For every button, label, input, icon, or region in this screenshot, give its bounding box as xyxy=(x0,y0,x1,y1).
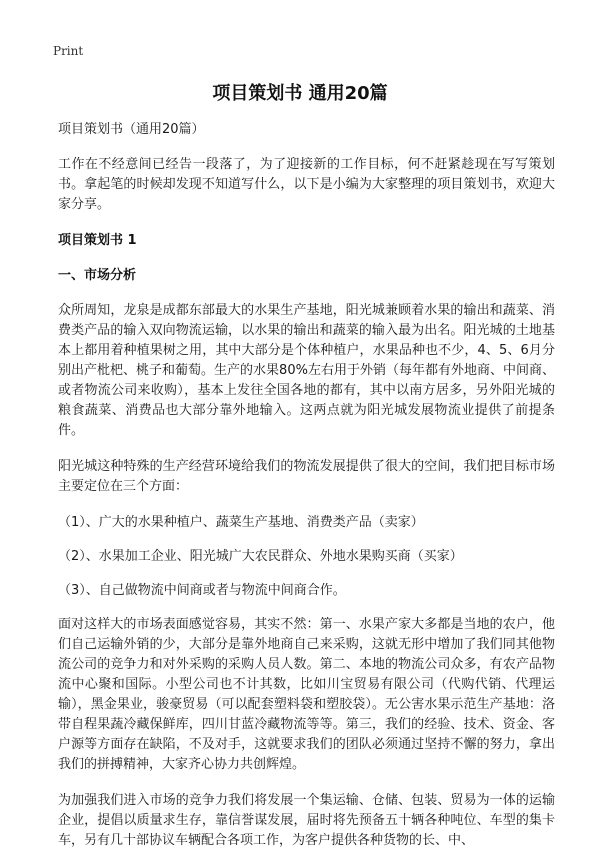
intro-paragraph: 工作在不经意间已经告一段落了，为了迎接新的工作目标，何不赶紧趁现在写写策划书。拿起笔的时候却发现不知道写什么，以下是小编为大家整理的项目策划书，欢迎大家分享。 xyxy=(58,157,555,212)
target-item-2: （2）、水果加工企业、阳光城广大农民群众、外地水果购买商（买家） xyxy=(58,549,463,564)
document-body xyxy=(58,120,555,867)
document-title: 项目策划书 通用20篇 xyxy=(212,83,388,104)
market-analysis-heading: 一、市场分析 xyxy=(58,268,137,283)
document-subtitle: 项目策划书（通用20篇） xyxy=(58,122,205,137)
competition-paragraph: 面对这样大的市场表面感觉容易，其实不然：第一、水果产家大多都是当地的农户，他们自己运输外销的少，大部分是靠外地商自己来采购，这就无形中增加了我们同其他物流公司的竞争力和对外采购的采购人员人数。第二、本地的物流公司众多，有农产品物流中心聚和国际。小型公司也不计其数，比如川宝贸易有限公司（代购代销、代理运输），黑金果业，骏豪贸易（可以配套塑料袋和塑胶袋）。无公害水果示范生产基地：洛带自程果蔬冷藏保鲜库，四川甘蓝冷藏物流等等。第三，我们的经验、技术、资金、客户源等方面存在缺陷，不及对手，这就要求我们的团队必须通过坚持不懈的努力，拿出我们的拼搏精神，大家齐心协力共创辉煌。 xyxy=(58,617,555,772)
target-market-paragraph: 阳光城这种特殊的生产经营环境给我们的物流发展提供了很大的空间，我们把目标市场主要定位在三个方面： xyxy=(58,459,555,494)
section-title: 项目策划书 1 xyxy=(58,233,137,248)
target-item-3: （3）、自己做物流中间商或者与物流中间商合作。 xyxy=(58,583,346,598)
market-paragraph: 众所周知，龙泉是成都东部最大的水果生产基地，阳光城兼顾着水果的输出和蔬菜、消费类产品的输入双向物流运输，以水果的输出和蔬菜的输入最为出名。阳光城的土地基本上都用着种植果树之用，其中大部分是个体种植户，水果品种也不少，4、5、6月分别出产枇杷、桃子和葡萄。生产的水果80%左右用于外销（每年都有外地商、中间商、或者物流公司来收购），基本上发往全国各地的都有，其中以南方居多，另外阳光城的粮食蔬菜、消费品也大部分靠外地输入。这两点就为阳光城发展物流业提供了前提条件。 xyxy=(58,303,555,438)
target-item-1: （1）、广大的水果种植户、蔬菜生产基地、消费类产品（卖家） xyxy=(58,515,424,530)
print-label: Print xyxy=(53,44,84,58)
strengthen-paragraph: 为加强我们进入市场的竞争力我们将发展一个集运输、仓储、包装、贸易为一体的运输企业，提倡以质量求生存，靠信誉谋发展，届时将先预备五十辆各种吨位、车型的集卡车，另有几十部协议车辆配合各项工作，为客户提供各种货物的长、中、 xyxy=(58,793,555,848)
